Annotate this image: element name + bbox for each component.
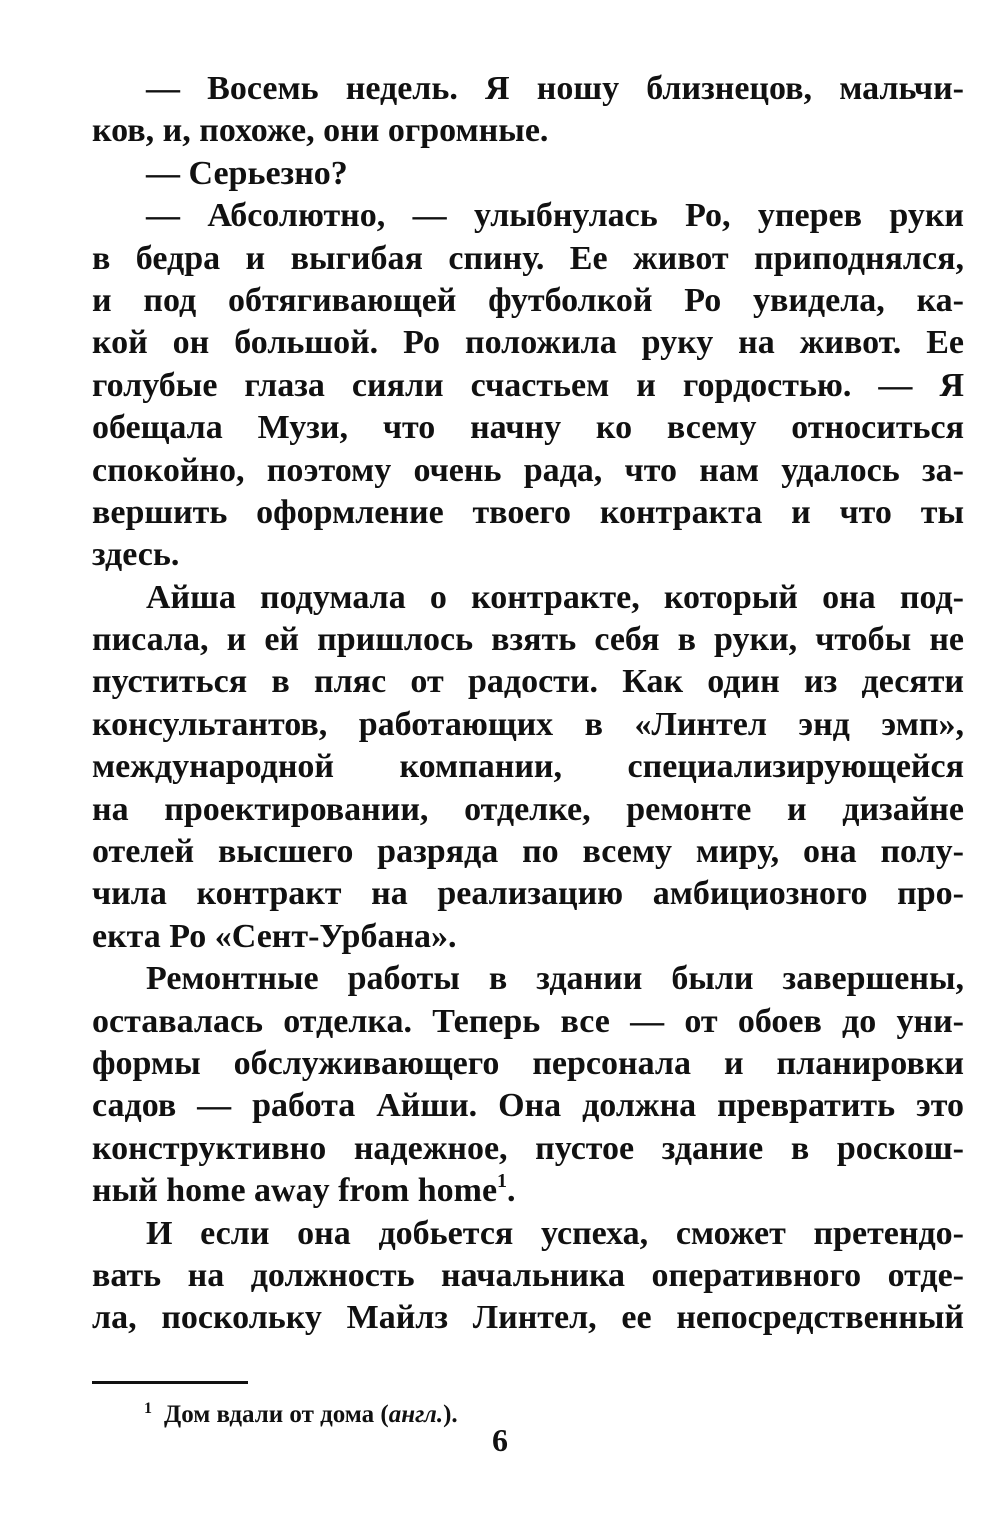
footnote-language: англ. [388,1401,444,1428]
sentence-period: . [507,1172,516,1210]
text-line: отелей высшего разряда по всему миру, она полу- [92,833,964,871]
text-line: международной компании, специализирующейся [92,748,964,786]
text-line: пуститься в пляс от радости. Как один из десяти [92,663,964,701]
footnote-number: 1 [144,1400,152,1417]
text-line: — Восемь недель. Я ношу близнецов, мальчи- [146,70,964,107]
text-line: ла, поскольку Майлз Линтел, ее непосредственный [92,1299,964,1337]
body-text [92,68,964,1340]
text-line: на проектировании, отделке, ремонте и дизайне [92,790,964,828]
text-line: — Серьезно? [146,154,348,192]
text-line: Айша подумала о контракте, который она под- [146,578,964,616]
text-line: вершить оформление твоего контракта и что ты [92,493,964,531]
text-line: писала, и ей пришлось взять себя в руки, чтобы не [92,621,964,659]
text-line: чила контракт на реализацию амбициозного про- [92,875,964,913]
text-line: спокойно, поэтому очень рада, что нам удалось за- [92,451,964,489]
text-line: голубые глаза сияли счастьем и гордостью. — Я [92,366,964,404]
footnote-reference[interactable]: 1 [497,1170,508,1193]
footnote-text-end: ). [443,1401,458,1428]
text-line: формы обслуживающего персонала и планировки [92,1044,964,1082]
text-line: консультантов, работающих в «Линтел энд эмп», [92,705,964,743]
text-line: вать на должность начальника оперативного отде- [92,1256,964,1294]
text-line: и под обтягивающей футболкой Ро увидела, ка- [92,281,964,319]
text-segment: ный home away from home [92,1172,498,1210]
text-line: здесь. [92,536,180,574]
text-line: И если она добьется успеха, сможет претендо- [146,1214,964,1252]
page-number: 6 [492,1422,508,1458]
text-line-with-footnote [92,1170,964,1212]
footnote-text: Дом вдали от дома ( [164,1401,389,1428]
text-line: екта Ро «Сент-Урбана». [92,917,457,955]
text-line: ков, и, похоже, они огромные. [92,112,549,150]
text-line: в бедра и выгибая спину. Ее живот приподнялся, [92,239,964,277]
text-line: обещала Музи, что начну ко всему относиться [92,409,964,447]
text-line: садов — работа Айши. Она должна превратить это [92,1087,964,1125]
text-line: оставалась отделка. Теперь все — от обоев до уни- [92,1002,964,1040]
footnote-divider [92,1381,248,1384]
text-line: кой он большой. Ро положила руку на живот. Ее [92,324,964,362]
text-line: конструктивно надежное, пустое здание в роскош- [92,1129,964,1167]
text-line: Ремонтные работы в здании были завершены, [146,960,964,998]
text-line: — Абсолютно, — улыбнулась Ро, уперев руки [146,197,964,235]
